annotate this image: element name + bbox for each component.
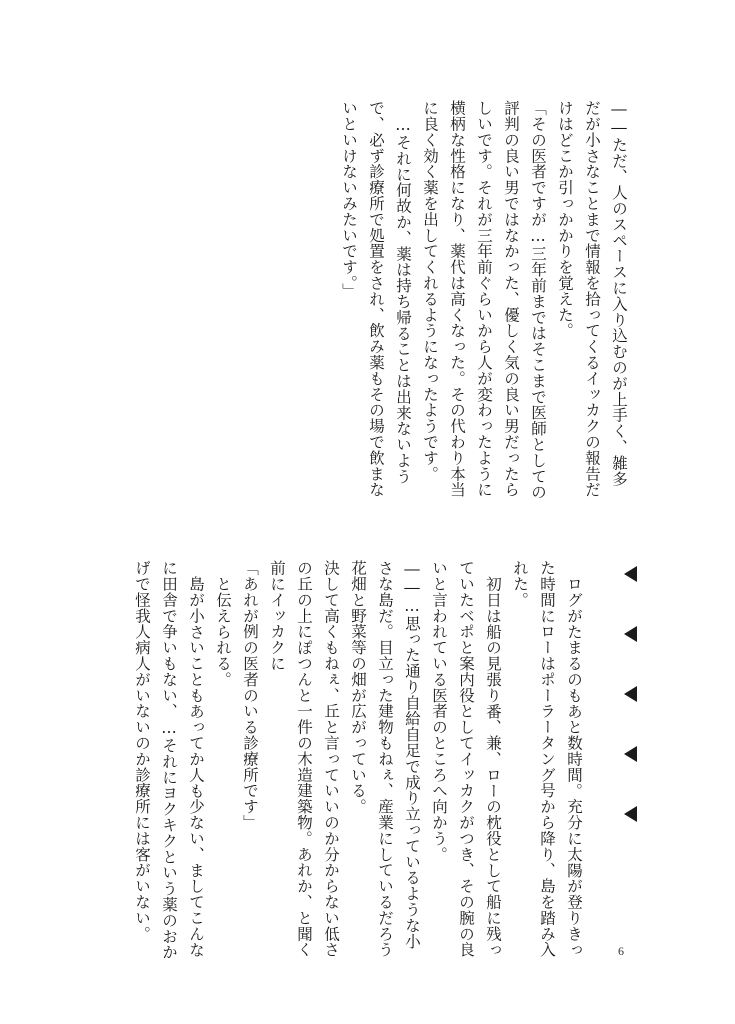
lower-text-block — [107, 560, 587, 960]
paragraph-report: ――ただ、人のスペースに入り込むのが上手く、雑多だが小さなことまで情報を拾ってくるイッカクの報告だけはどこか引っかかりを覚えた。 — [556, 100, 628, 498]
section-divider — [624, 566, 637, 822]
paragraph-first-day: 初日は船の見張り番、兼、ローの枕役として船に残っていたベポと案内役としてイッカクがつき、その腕の良いと言われている医者のところへ向かう。 — [430, 560, 502, 958]
left-triangle-icon — [624, 746, 637, 762]
left-triangle-icon — [624, 686, 637, 702]
left-triangle-icon — [624, 566, 637, 582]
paragraph-hill: 決して高くもねぇ、丘と言っていいのか分からない低さの丘の上にぽつんと一件の木造建築物。あれか、と聞く前にイッカクに — [268, 560, 340, 958]
paragraph-landing: ログがたまるのもあと数時間。充分に太陽が登りきった時間にローはポーラータング号から降り、島を踏み入れた。 — [511, 560, 583, 958]
left-triangle-icon — [624, 626, 637, 642]
paragraph-island: ――…思った通り自給自足で成り立っているような小さな島だ。目立った建物もねぇ、産業にしているだろう花畑と野菜等の畑が広がっている。 — [349, 560, 421, 958]
left-triangle-icon — [624, 806, 637, 822]
paragraph-no-patients: 島が小さいこともあってか人も少ない、ましてこんなに田舎で争いもない、…それにヨクキクという薬のおかげで怪我人病人がいないのか診療所には客がいない。 — [133, 560, 205, 960]
page-number: 6 — [618, 944, 624, 958]
paragraph-medicine: …それに何故か、薬は持ち帰ることは出来ないようで、必ず診療所で処置をされ、飲み薬もその場で飲まないといけないみたいです。」 — [340, 100, 412, 498]
paragraph-told: と伝えられる。 — [214, 575, 232, 687]
paragraph-clinic-quote: 「あれが例の医者のいる診療所です」 — [241, 560, 259, 831]
paragraph-doctor-quote: 「その医者ですが…三年前まではそこまで医師としての評判の良い男ではなかった、優しく気の良い男だったらしいです。それが三年前ぐらいから人が変わったように横柄な性格になり、薬代は高くなった。その代わり本当に良く効く薬を出してくれるようになったようです。 — [421, 100, 547, 500]
upper-text-block — [332, 100, 632, 500]
